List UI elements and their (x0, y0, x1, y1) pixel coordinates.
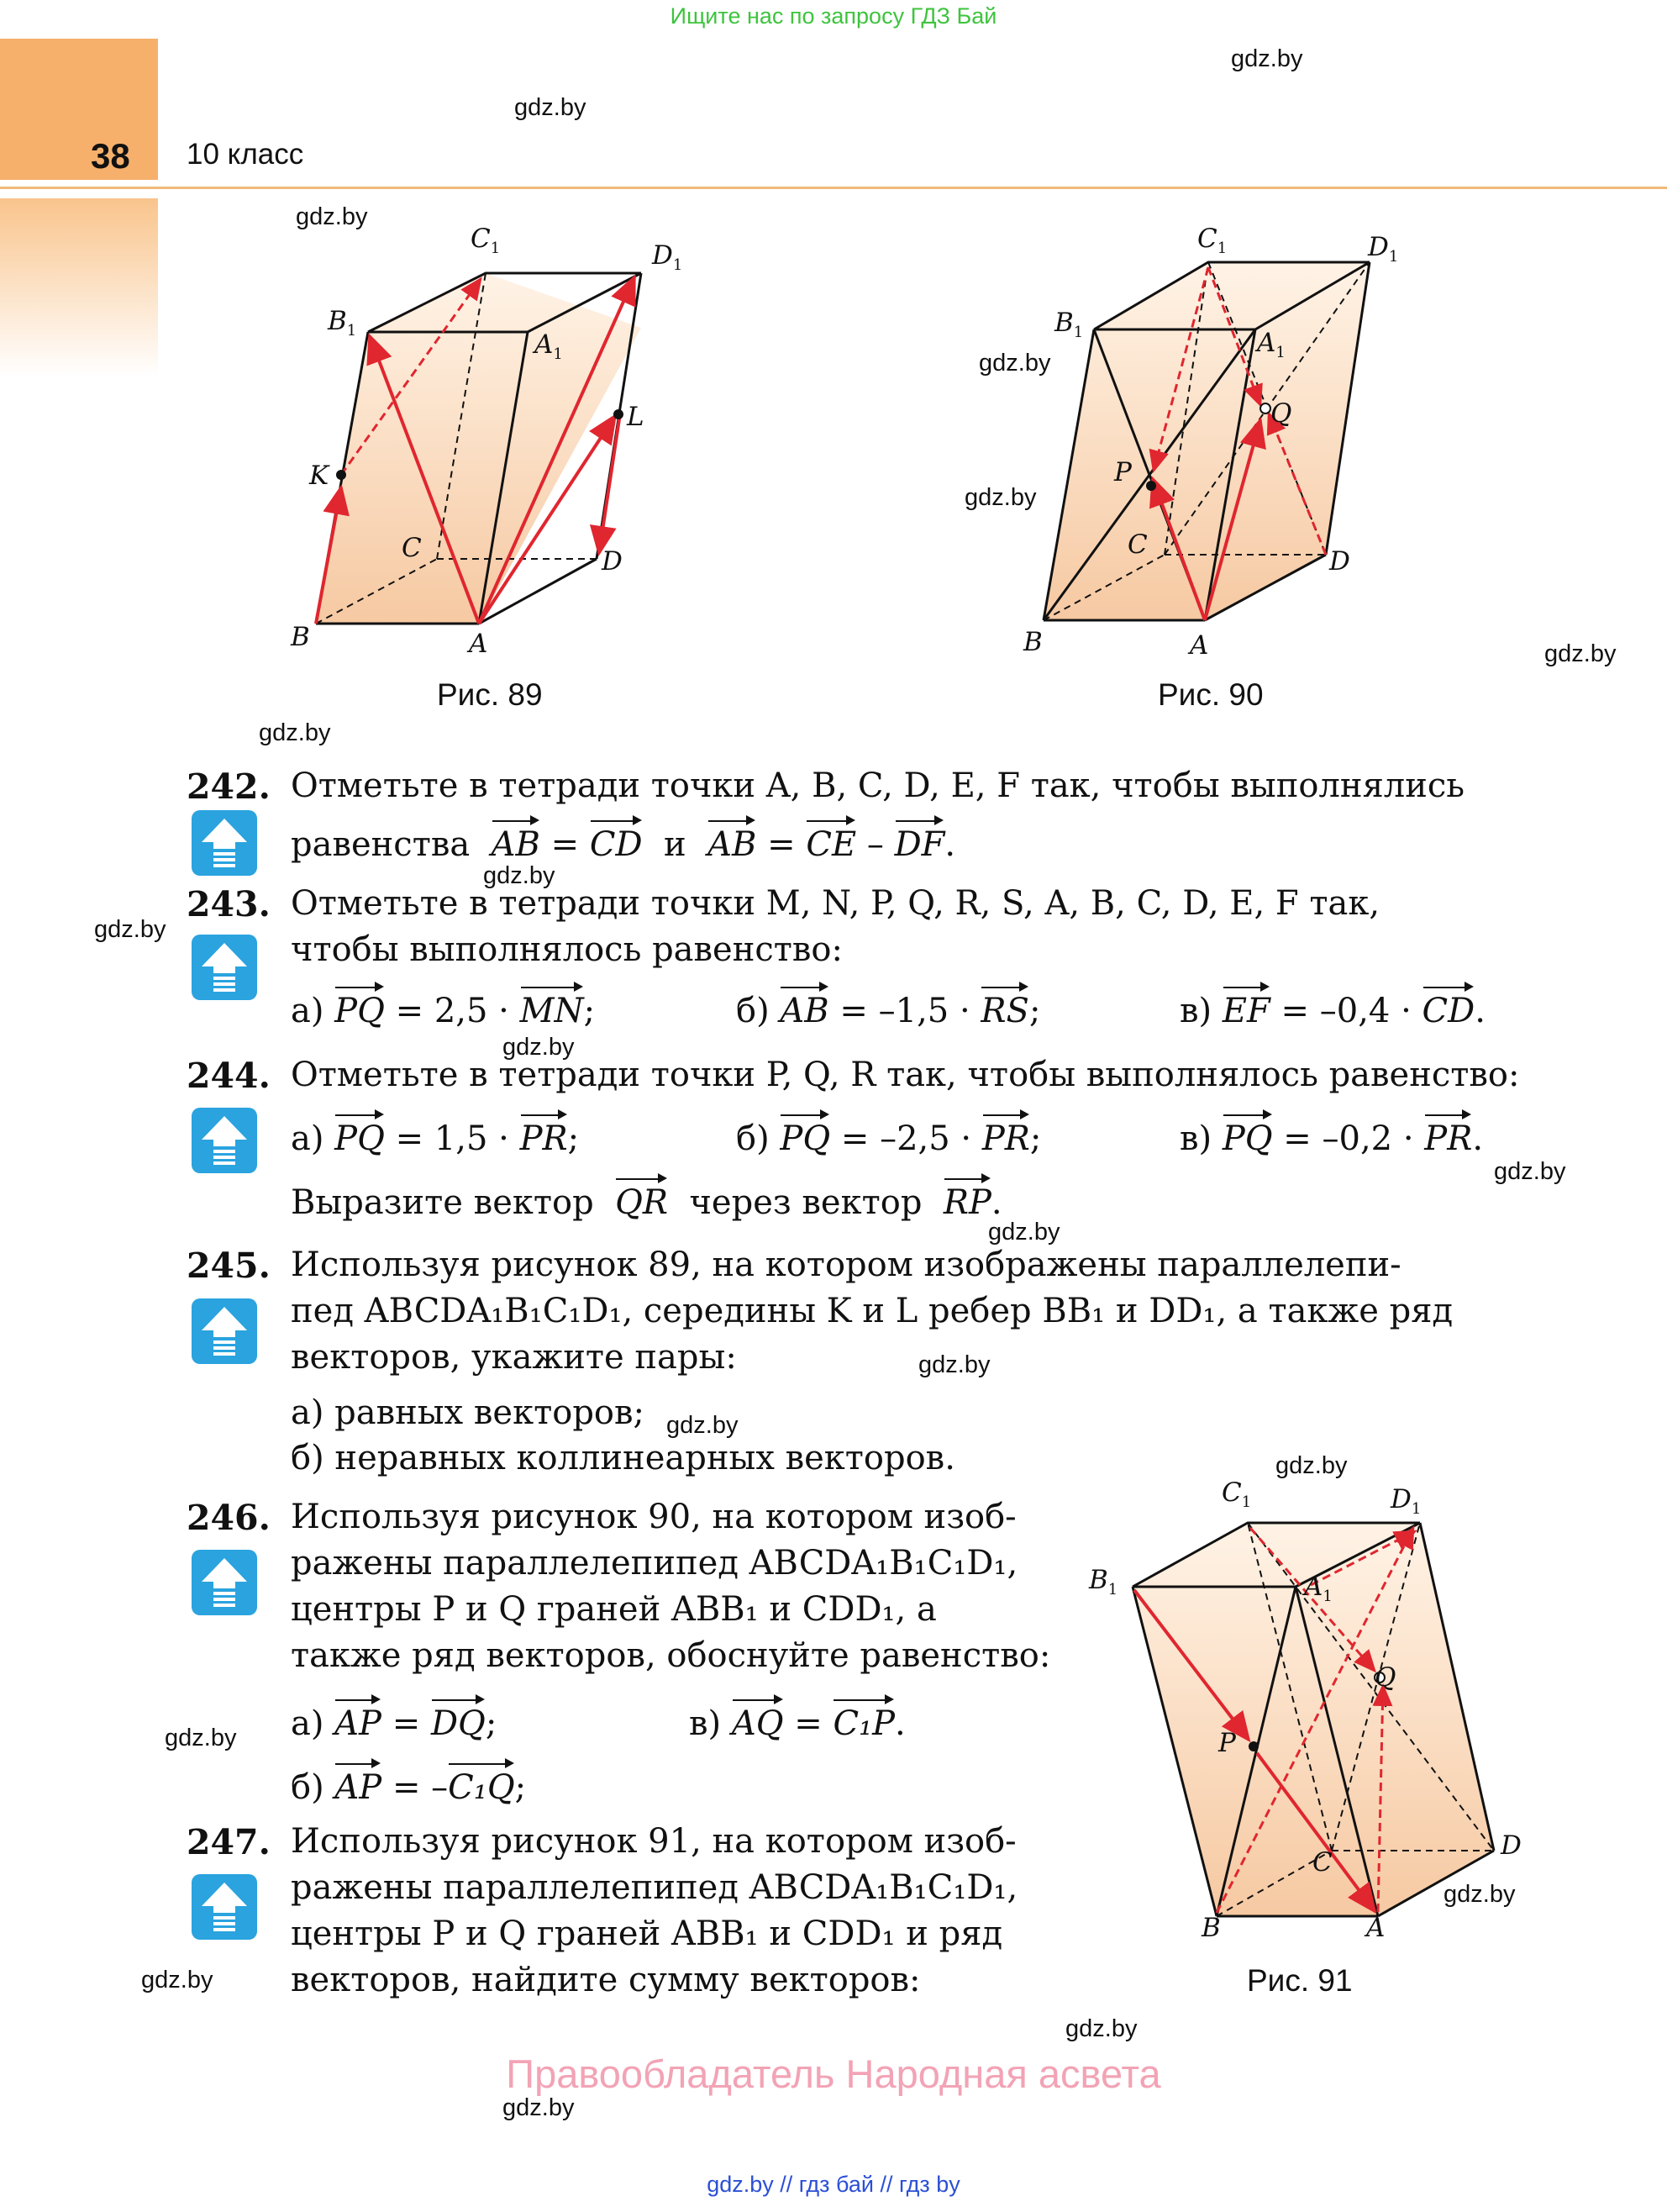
label-d: D (1329, 546, 1350, 577)
label-d1: $D_1$ (1391, 1484, 1422, 1519)
problem-text: Выразите вектор QR через вектор RP. (291, 1175, 1002, 1226)
watermark: gdz.by (296, 203, 368, 230)
page-number: 38 (91, 136, 130, 176)
formula-c: в) AQ = C₁P. (689, 1696, 906, 1747)
label-d1: $D_1$ (1368, 232, 1399, 266)
watermark: gdz.by (666, 1412, 739, 1439)
label-a: A (469, 629, 488, 659)
problem-number: 242. (187, 766, 271, 807)
watermark: gdz.by (1494, 1158, 1566, 1185)
problem-formula: равенства AB = CD и AB = CE – DF. (291, 817, 955, 868)
figure-91 (1109, 1488, 1512, 1958)
point-k (336, 470, 346, 480)
margin-orange-fade (0, 198, 158, 377)
watermark: gdz.by (918, 1351, 991, 1378)
label-p: P (1218, 1728, 1236, 1758)
problem-text: Отметьте в тетради точки A, B, C, D, E, F так, чтобы выполнялись (291, 766, 1465, 805)
label-a1: $A_1$ (534, 329, 563, 364)
label-b: B (1202, 1913, 1221, 1943)
watermark: gdz.by (1275, 1452, 1348, 1479)
formula-b: б) PQ = –2,5 · PR; (736, 1111, 1041, 1162)
label-l: L (627, 402, 644, 432)
label-q: Q (1270, 398, 1292, 429)
top-banner[interactable]: Ищите нас по запросу ГДЗ Бай (670, 3, 997, 29)
up-arrow-icon[interactable] (192, 1108, 257, 1173)
problem-text: б) неравных коллинеарных векторов. (291, 1439, 955, 1477)
watermark: gdz.by (988, 1219, 1060, 1246)
watermark: gdz.by (483, 862, 555, 889)
caption-fig-90: Рис. 90 (1158, 677, 1264, 712)
watermark: gdz.by (259, 719, 331, 746)
label-a: A (1366, 1913, 1386, 1943)
problem-text: векторов, найдите сумму векторов: (291, 1961, 921, 1999)
problem-number: 246. (187, 1498, 271, 1538)
problem-text: Используя рисунок 90, на котором изоб- (291, 1498, 1017, 1536)
label-c: C (402, 533, 422, 563)
label-b1: $B_1$ (1089, 1565, 1118, 1599)
label-d1: $D_1$ (652, 240, 683, 275)
label-b: B (1023, 627, 1043, 657)
problem-text: Отметьте в тетради точки M, N, P, Q, R, S, A, B, C, D, E, F так, (291, 884, 1380, 923)
watermark: gdz.by (141, 1967, 213, 1993)
point-q (1260, 403, 1270, 413)
prism-face (1044, 262, 1370, 620)
formula-b: б) AP = –C₁Q; (291, 1760, 526, 1811)
label-a1: $A_1$ (1257, 328, 1286, 362)
problem-text: чтобы выполнялось равенство: (291, 930, 843, 969)
label-b: B (291, 622, 310, 652)
problem-text: Используя рисунок 89, на котором изображены параллелепи- (291, 1246, 1401, 1284)
watermark: gdz.by (1231, 45, 1303, 72)
problem-number: 247. (187, 1822, 271, 1862)
up-arrow-icon[interactable] (192, 935, 257, 1000)
watermark: gdz.by (165, 1725, 237, 1751)
watermark: gdz.by (1065, 2015, 1138, 2042)
caption-fig-89: Рис. 89 (437, 677, 543, 712)
problem-number: 244. (187, 1056, 271, 1096)
label-c1: $C_1$ (1197, 224, 1228, 258)
problem-text: ражены параллелепипед ABCDA₁B₁C₁D₁, (291, 1868, 1018, 1907)
label-d: D (1501, 1830, 1522, 1861)
grade-label: 10 класс (187, 138, 304, 171)
label-b1: $B_1$ (328, 306, 357, 340)
watermark: gdz.by (502, 2094, 575, 2121)
caption-fig-91: Рис. 91 (1247, 1963, 1353, 1998)
problem-text: Используя рисунок 91, на котором изоб- (291, 1822, 1017, 1861)
label-c1: $C_1$ (1222, 1477, 1252, 1512)
up-arrow-icon[interactable] (192, 1874, 257, 1940)
label-p: P (1114, 457, 1132, 487)
header-orange-tab (0, 39, 158, 180)
formula-c: в) EF = –0,4 · CD. (1180, 983, 1486, 1035)
watermark: gdz.by (1544, 640, 1617, 667)
label-q: Q (1375, 1662, 1396, 1693)
label-a1: $A_1$ (1304, 1572, 1333, 1606)
problem-text: также ряд векторов, обоснуйте равенство: (291, 1636, 1051, 1675)
formula-b: б) AB = –1,5 · RS; (736, 983, 1040, 1035)
up-arrow-icon[interactable] (192, 810, 257, 876)
formula-a: а) PQ = 2,5 · MN; (291, 983, 595, 1035)
point-p (1146, 481, 1156, 491)
label-k: K (309, 461, 329, 491)
watermark: gdz.by (514, 94, 586, 121)
label-d: D (602, 546, 623, 577)
watermark: gdz.by (979, 350, 1051, 377)
problem-text: пед ABCDA₁B₁C₁D₁, середины K и L ребер BB₁ и DD₁, а также ряд (291, 1292, 1454, 1330)
point-l (613, 409, 623, 419)
watermark: gdz.by (965, 484, 1037, 511)
problem-text: векторов, укажите пары: (291, 1338, 737, 1377)
problem-text: центры P и Q граней ABB₁ и CDD₁ и ряд (291, 1914, 1003, 1953)
figure-90 (1017, 219, 1403, 672)
label-a: A (1190, 630, 1209, 661)
point-p (1249, 1741, 1259, 1751)
problem-text: Отметьте в тетради точки P, Q, R так, чтобы выполнялось равенство: (291, 1056, 1520, 1094)
problem-number: 243. (187, 884, 271, 924)
header-rule (0, 187, 1667, 189)
problem-number: 245. (187, 1246, 271, 1286)
problem-text: ражены параллелепипед ABCDA₁B₁C₁D₁, (291, 1544, 1018, 1583)
label-c: C (1312, 1847, 1333, 1878)
watermark: gdz.by (94, 916, 166, 943)
bottom-links[interactable]: gdz.by // гдз бай // гдз by (707, 2172, 960, 2197)
copyright-notice: Правообладатель Народная асвета (506, 2051, 1161, 2096)
label-c: C (1128, 529, 1148, 560)
formula-c: в) PQ = –0,2 · PR. (1180, 1111, 1483, 1162)
figure-89 (286, 219, 723, 672)
up-arrow-icon[interactable] (192, 1550, 257, 1615)
up-arrow-icon[interactable] (192, 1298, 257, 1364)
label-c1: $C_1$ (471, 224, 501, 258)
formula-a: а) PQ = 1,5 · PR; (291, 1111, 579, 1162)
watermark: gdz.by (1444, 1881, 1516, 1908)
problem-text: а) равных векторов; (291, 1393, 644, 1432)
label-b1: $B_1$ (1054, 308, 1084, 342)
watermark: gdz.by (502, 1034, 575, 1061)
formula-a: а) AP = DQ; (291, 1696, 497, 1747)
problem-text: центры P и Q граней ABB₁ и CDD₁, а (291, 1590, 937, 1629)
